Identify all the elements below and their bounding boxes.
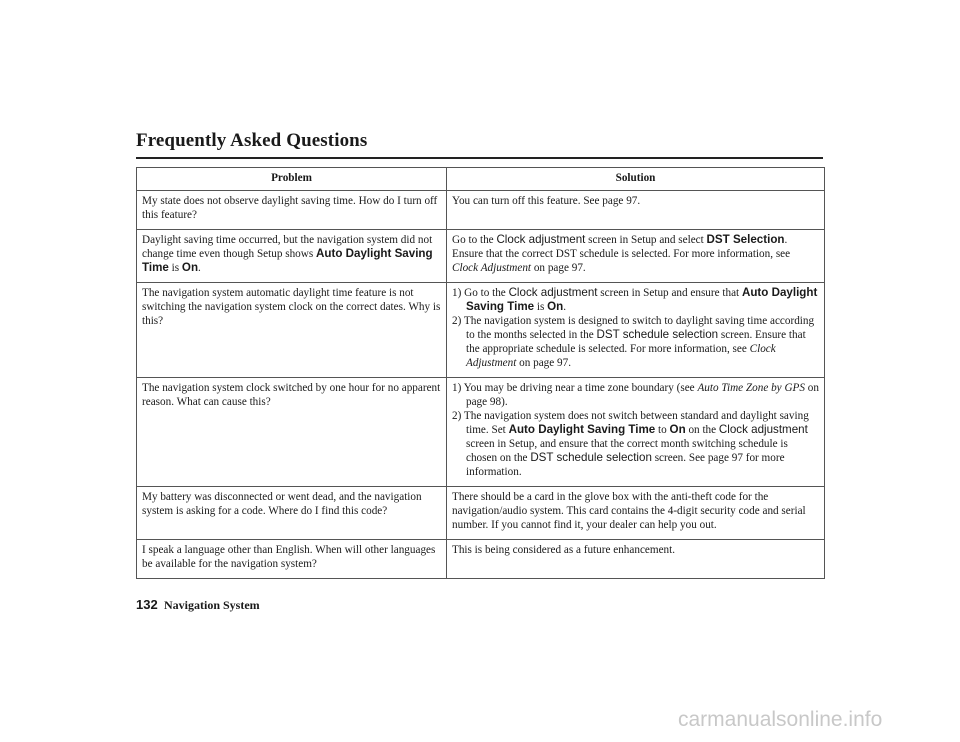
step-text: on page 97. [516, 357, 572, 369]
table-row [137, 283, 825, 378]
setting-value: On [181, 261, 199, 274]
setting-value: On [547, 300, 564, 313]
solution-cell: There should be a card in the glove box with the anti-theft code for the navigation/audio system. This card contains the 4-digit security code and serial number. If you cannot find it, your dealer can help you out. [447, 487, 825, 540]
setting-name: DST Selection [706, 233, 785, 246]
problem-cell: I speak a language other than English. When will other languages be available for the navigation system? [137, 540, 447, 579]
title-divider [136, 157, 823, 159]
solution-text: on page 97. [531, 262, 586, 274]
problem-text: Daylight saving time occurred, but the navigation system did not change time even though Setup shows [142, 234, 433, 260]
solution-cell [447, 230, 825, 283]
step-text: screen in Setup and ensure that [597, 287, 742, 299]
screen-name: Clock adjustment [496, 233, 586, 246]
screen-name: DST schedule selection [530, 451, 652, 464]
screen-name: Clock adjustment [508, 286, 598, 299]
table-row [137, 487, 825, 540]
solution-cell: This is being considered as a future enhancement. [447, 540, 825, 579]
table-row [137, 230, 825, 283]
solution-steps [452, 381, 819, 479]
solution-text: . Ensure that the correct DST schedule is selected. For more information, see [452, 234, 791, 260]
solution-steps [452, 286, 819, 370]
screen-name: DST schedule selection [596, 328, 719, 341]
solution-step [452, 286, 819, 314]
setting-name: Auto Daylight Saving Time [508, 423, 656, 436]
page-number: 132 [136, 597, 158, 612]
cross-reference: Clock Adjustment [466, 343, 776, 369]
table-row [137, 191, 825, 230]
table-row [137, 540, 825, 579]
screen-name: Clock adjustment [718, 423, 808, 436]
problem-cell: The navigation system clock switched by one hour for no apparent reason. What can cause this? [137, 378, 447, 487]
solution-text: screen in Setup and select [585, 234, 707, 246]
solution-cell [447, 283, 825, 378]
problem-text: is [168, 262, 182, 274]
step-text: screen in Setup, and ensure that the correct month switching schedule is chosen on the [466, 438, 788, 464]
problem-cell: My state does not observe daylight saving time. How do I turn off this feature? [137, 191, 447, 230]
solution-step [452, 314, 819, 370]
step-text: 1) You may be driving near a time zone boundary (see [452, 382, 698, 394]
solution-step [452, 381, 819, 409]
page-title: Frequently Asked Questions [136, 130, 368, 151]
solution-cell [447, 378, 825, 487]
problem-cell [137, 230, 447, 283]
problem-cell: The navigation system automatic daylight time feature is not switching the navigation system clock on the correct dates. Why is this? [137, 283, 447, 378]
step-text: screen. See page 97 for more information. [466, 452, 785, 478]
watermark-text: carmanualsonline.info [678, 708, 883, 731]
column-header-problem: Problem [137, 168, 447, 191]
step-text: on page 98). [466, 382, 819, 408]
setting-value: On [669, 423, 686, 436]
solution-step [452, 409, 819, 479]
step-text: screen. Ensure that the appropriate schedule is selected. For more information, see [466, 329, 806, 355]
step-text: is [534, 301, 548, 313]
step-text: . [563, 301, 567, 313]
step-text: 2) The navigation system does not switch between standard and daylight saving time. Set [452, 410, 809, 436]
faq-table [136, 167, 825, 579]
problem-text: . [198, 262, 201, 274]
table-header-row [137, 168, 825, 191]
column-header-solution: Solution [447, 168, 825, 191]
problem-cell: My battery was disconnected or went dead, and the navigation system is asking for a code. Where do I find this code? [137, 487, 447, 540]
step-text: 2) The navigation system is designed to switch to daylight saving time according to the months selected in the [452, 315, 815, 341]
step-text: on the [685, 424, 719, 436]
cross-reference: Auto Time Zone by GPS [697, 382, 805, 394]
step-text: 1) Go to the [452, 287, 509, 299]
setting-name: Auto Daylight Saving Time [142, 247, 433, 274]
solution-text: Go to the [452, 234, 497, 246]
step-text: to [655, 424, 670, 436]
solution-cell: You can turn off this feature. See page 97. [447, 191, 825, 230]
table-row [137, 378, 825, 487]
section-label: Navigation System [164, 598, 260, 612]
cross-reference: Clock Adjustment [452, 262, 532, 274]
setting-name: Auto Daylight Saving Time [466, 286, 818, 313]
